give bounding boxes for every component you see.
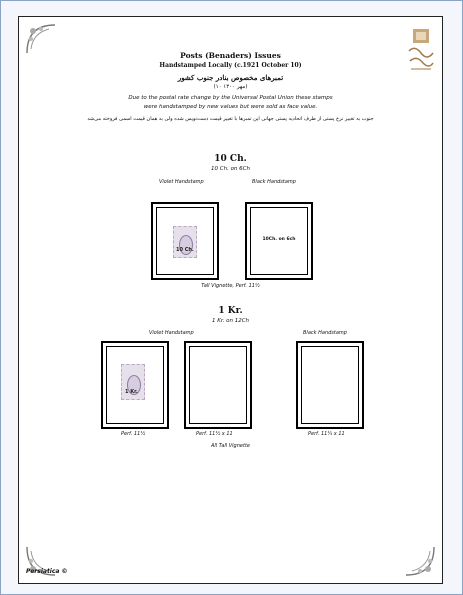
section1-violet-label: Violet Handstamp [159,179,204,185]
floral-corner-icon [402,543,436,577]
caption-perf-3: Perf. 11¼ x 11 [308,431,345,437]
page-subtitle: Handstamped Locally (c.1921 October 10) [159,62,302,69]
persian-date: (۱۰ مهر ۱۳۰۰) [213,84,248,90]
stamp-overprint: 1 Kr. [125,389,138,395]
footer-brand: Persiatica © [26,568,68,575]
stamp-mount-empty-1 [184,341,252,429]
stamp-image [121,364,145,400]
section2-black-label: Black Handstamp [303,330,347,336]
description-line-2: were handstamped by new values but were sold as face value. [143,104,318,110]
caption-perf-2: Perf. 11½ x 11 [196,431,233,437]
stamp-overprint: 10 Ch. [176,247,194,253]
section2-note: 1 Kr. on 12Ch [211,318,250,324]
page-title: Posts (Benaders) Issues [180,51,281,60]
stamp-image [173,226,197,258]
section1-value: 10 Ch. [214,154,247,164]
stamp-mount-empty-2 [296,341,364,429]
persian-title: تمبرهای مخصوص بنادر جنوب کشور [177,73,284,82]
album-page [18,16,443,584]
mount-inner-border [189,346,247,424]
caption-perf-1: Perf. 11½ [121,431,146,437]
mount-inner-border [301,346,359,424]
section1-note: 10 Ch. on 6Ch [211,166,250,172]
persian-description: جنوب به تغییر نرخ پستی از طرف اتحادیه پستی جهانی این تمبرها با تغییر قیمت دست‌نویس شده ولی به همان قیمت اسمی فروخته می‌شد [87,116,374,122]
black-handstamp-placeholder: 10Ch. on 6ch [262,237,296,242]
stamp-mount-violet-1kr [101,341,169,429]
stamp-mount-violet [151,202,219,280]
stamp-mount-black [245,202,313,280]
section1-caption: Tall Vignette, Perf. 11½ [201,283,260,289]
section2-violet-label: Violet Handstamp [149,330,194,336]
section1-black-label: Black Handstamp [252,179,296,185]
all-tall-vignette-caption: All Tall Vignette [211,443,250,449]
description-line-1: Due to the postal rate change by the Universal Postal Union these stamps [128,95,333,101]
section2-value: 1 Kr. [218,306,243,316]
